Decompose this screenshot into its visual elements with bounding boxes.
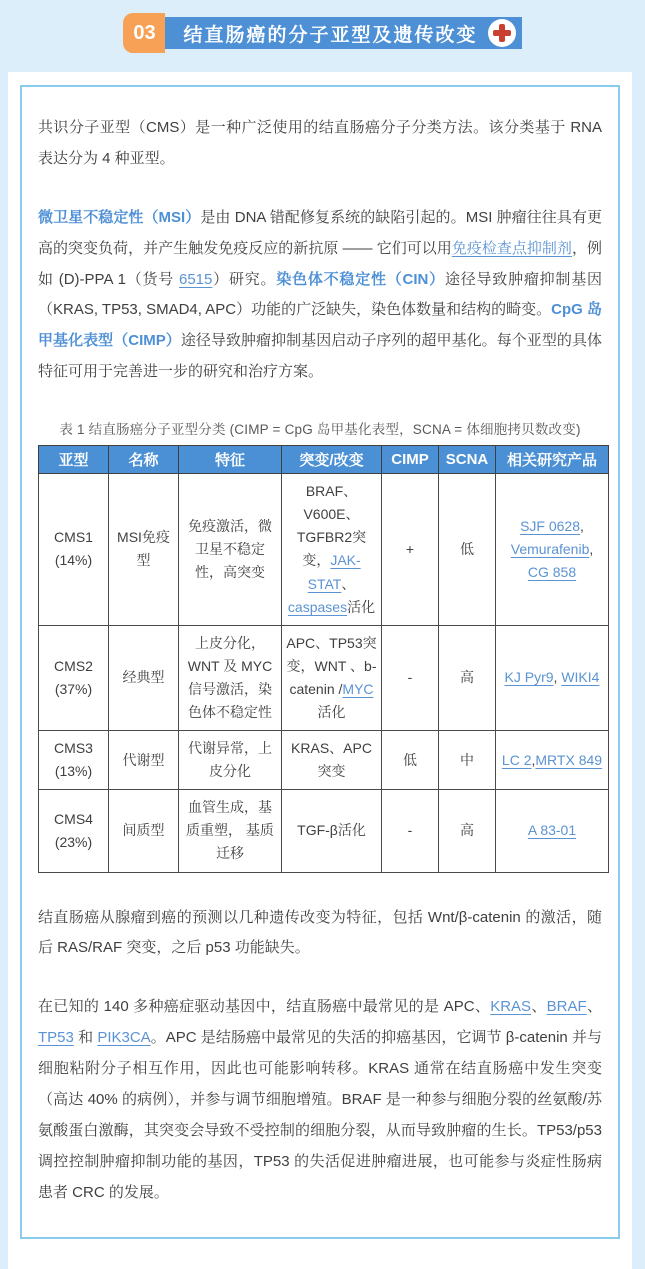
table-cell [439, 474, 496, 626]
section-title-bar [165, 17, 521, 49]
section-number-badge: 03 [123, 13, 165, 53]
table-cell [39, 625, 109, 730]
table-cell [496, 731, 609, 790]
text-run: 中 [460, 751, 474, 768]
text-run: 共识分子亚型（CMS）是一种广泛使用的结直肠癌分子分类方法。该分类基于 RNA 表达分为 4 种亚型。 [38, 119, 602, 167]
table-row [39, 625, 609, 730]
inline-link[interactable]: 6515 [179, 270, 213, 288]
table-cell [179, 731, 282, 790]
adenoma-carcinoma-paragraph [38, 903, 602, 965]
table-cell [109, 790, 179, 872]
text-run: 上皮分化，WNT 及 MYC信号激活，染色体不稳定性 [187, 634, 273, 720]
content-wrapper [8, 72, 632, 1269]
table-row [39, 731, 609, 790]
text-run: 血管生成，基质重塑， 基质迁移 [186, 799, 274, 862]
text-run: + [405, 540, 415, 557]
inline-link[interactable]: TP53 [38, 1029, 74, 1047]
inline-link[interactable]: SJF 0628 [520, 517, 581, 534]
section-banner [0, 0, 645, 53]
text-run: , [580, 517, 584, 534]
table-caption: 表 1 结直肠癌分子亚型分类 (CIMP = CpG 岛甲基化表型，SCNA = 体细胞拷贝数改变) [59, 422, 581, 438]
table-cell [282, 731, 382, 790]
table-cell [382, 625, 439, 730]
inline-link[interactable]: LC 2 [501, 751, 532, 768]
table-header-cell: 相关研究产品 [496, 446, 609, 474]
text-run: 结直肠癌从腺瘤到癌的预测以几种遗传改变为特征，包括 Wnt/β-catenin 的激活，随后 RAS/RAF 突变，之后 p53 功能缺失。 [38, 908, 602, 957]
accent-term: 染色体不稳定性（CIN） [276, 270, 445, 288]
inline-link[interactable]: WIKI4 [561, 669, 600, 686]
text-run: CMS4 (23%) [54, 810, 93, 850]
text-run: 、 [341, 575, 356, 592]
text-run: 是由 DNA 错配修复系统的缺陷引起的。MSI 肿瘤往往具有更高的突变负荷，并产生触发免疫反应的新抗原 —— 它们可以用 [38, 208, 603, 257]
table-header-cell: CIMP [382, 446, 439, 474]
text-run: 途径导致肿瘤抑制基因（KRAS, TP53, SMAD4, APC）功能的广泛缺失，染色体数量和结构的畸变。 [38, 270, 602, 319]
table-cell [496, 474, 609, 626]
text-run: CMS1 (14%) [54, 529, 93, 569]
text-run: 和 [73, 1029, 98, 1047]
table-header-row [39, 446, 609, 474]
intro-paragraph [38, 113, 602, 175]
text-run: TGF-β活化 [297, 822, 366, 839]
text-run: 在已知的 140 多种癌症驱动基因中，结直肠癌中最常见的是 APC、 [38, 998, 491, 1016]
inline-link[interactable]: 免疫检查点抑制剂 [451, 239, 572, 257]
section-banner-inner [123, 13, 521, 53]
inline-link[interactable]: Vemurafenib [510, 540, 590, 557]
text-run: 活化 [317, 703, 346, 720]
inline-link[interactable]: JAK-STAT [307, 552, 361, 592]
text-run: - [407, 822, 413, 839]
table-cell [39, 731, 109, 790]
inline-link[interactable]: BRAF [546, 998, 587, 1016]
table-cell [179, 625, 282, 730]
inline-link[interactable]: MYC [342, 680, 374, 697]
text-run: KRAS、APC 突变 [291, 740, 372, 780]
text-run: 途径导致肿瘤抑制基因启动子序列的超甲基化。每个亚型的具体特征可用于完善进一步的研究和治疗方案。 [38, 332, 602, 381]
table-row [39, 474, 609, 626]
table-cell [439, 731, 496, 790]
text-run: 低 [460, 540, 474, 557]
table-row [39, 790, 609, 872]
table-cell [179, 474, 282, 626]
text-run: , [589, 540, 594, 557]
content-card [20, 85, 620, 1239]
table-cell [496, 790, 609, 872]
table-cell [109, 731, 179, 790]
text-run: 经典型 [122, 669, 165, 686]
table-cell [39, 474, 109, 626]
text-run: 免疫激活，微卫星不稳定性，高突变 [188, 517, 272, 580]
table-header-cell: SCNA [439, 446, 496, 474]
text-run: , [531, 751, 536, 768]
table-cell [282, 790, 382, 872]
text-run: - [407, 669, 413, 686]
inline-link[interactable]: A 83-01 [527, 822, 577, 839]
table-cell [496, 625, 609, 730]
medical-cross-icon [488, 19, 516, 47]
table-header-cell: 突变/改变 [282, 446, 382, 474]
text-run: 高 [460, 822, 474, 839]
table-cell [282, 474, 382, 626]
text-run: ）研究。 [212, 270, 277, 288]
inline-link[interactable]: MRTX 849 [535, 751, 603, 768]
table-cell [39, 790, 109, 872]
accent-term: CpG 岛甲基化表型（CIMP） [38, 301, 602, 350]
text-run: 活化 [347, 598, 376, 615]
subtype-pathways-paragraph [38, 203, 602, 388]
driver-genes-paragraph [38, 992, 602, 1208]
table-header-cell: 亚型 [39, 446, 109, 474]
inline-link[interactable]: KJ Pyr9 [504, 669, 554, 686]
text-run: CMS2 (37%) [54, 657, 93, 697]
table-cell [179, 790, 282, 872]
text-run: MSI免疫型 [117, 529, 170, 569]
text-run: BRAF、V600E、TGFBR2突变， [296, 483, 367, 569]
table-cell [382, 474, 439, 626]
text-run: 高 [460, 669, 474, 686]
section-title: 结直肠癌的分子亚型及遗传改变 [183, 24, 478, 46]
table-cell [109, 474, 179, 626]
text-run: APC、TP53突变，WNT 、b-catenin / [286, 634, 377, 697]
text-run: 。APC 是结肠癌中最常见的失活的抑癌基因，它调节 β-catenin 并与细胞粘附分子相互作用，因此也可能影响转移。KRAS 通常在结直肠癌中发生突变（高达 40% 的病例），并参与调节细胞增殖。BRAF 是一种参与细胞分裂的丝氨酸/苏氨酸蛋白激酶，其突变会导致不受控制的细胞分裂，从而导致肿瘤的生长。TP53/p53 调控控制肿瘤抑制功能的基因，TP53 的失活促进肿瘤进展，也可能参与炎症性肠病患者 CRC 的发展。 [38, 1029, 602, 1201]
inline-link[interactable]: caspases [287, 598, 348, 615]
table-header-cell: 特征 [179, 446, 282, 474]
text-run: 低 [403, 751, 417, 768]
table-cell [382, 790, 439, 872]
table-cell [109, 625, 179, 730]
text-run: 、 [531, 998, 547, 1016]
cms-subtype-table [38, 445, 609, 872]
text-run: ，例如 (D)-PPA 1（货号 [38, 239, 602, 288]
table-cell [439, 790, 496, 872]
accent-term: 微卫星不稳定性（MSI） [38, 208, 201, 226]
table-header-cell: 名称 [109, 446, 179, 474]
inline-link[interactable]: CG 858 [527, 563, 577, 580]
table-cell [382, 731, 439, 790]
inline-link[interactable]: KRAS [490, 998, 532, 1016]
text-run: 代谢异常，上皮分化 [188, 740, 272, 780]
text-run: 代谢型 [122, 751, 165, 768]
text-run: 、 [586, 998, 602, 1016]
table-cell [439, 625, 496, 730]
text-run: CMS3 (13%) [54, 740, 93, 780]
text-run: 间质型 [122, 822, 165, 839]
text-run: , [553, 669, 562, 686]
inline-link[interactable]: PIK3CA [97, 1029, 151, 1047]
table-cell [282, 625, 382, 730]
